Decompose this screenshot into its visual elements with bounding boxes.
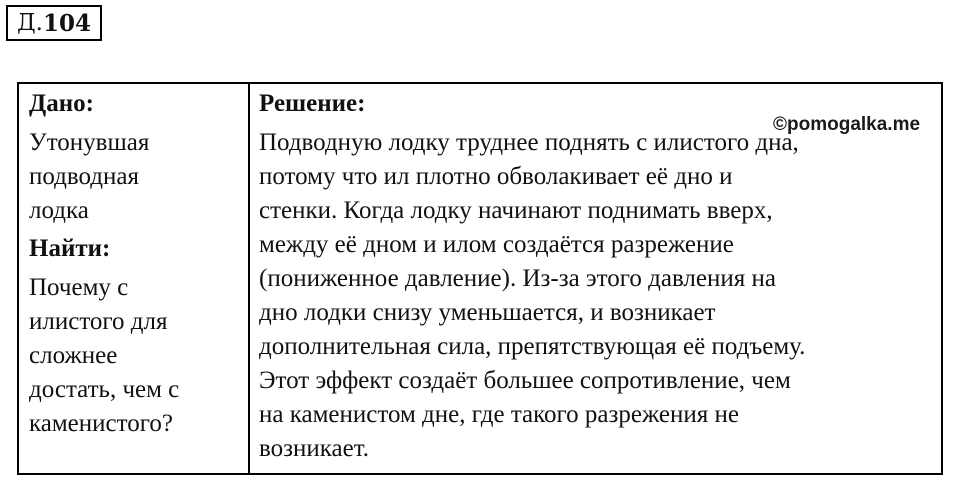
find-line: достать, чем с	[29, 376, 180, 403]
solution-line: между её дном и илом создаётся разрежение	[259, 231, 734, 258]
solution-table	[17, 82, 943, 475]
find-line: илистого для	[29, 308, 168, 335]
given-line: лодка	[29, 197, 89, 224]
task-number: 104	[43, 9, 92, 37]
solution-line: стенки. Когда лодку начинают поднимать вверх,	[259, 197, 773, 224]
given-column	[19, 84, 248, 441]
watermark: ©pomogalka.me	[773, 114, 921, 135]
solution-line: дополнительная сила, препятствующая её подъему.	[259, 333, 806, 360]
solution-heading: Решение:	[259, 90, 366, 117]
find-heading: Найти:	[29, 235, 111, 262]
solution-line: возникает.	[259, 435, 370, 462]
solution-line: Этот эффект создаёт большее сопротивление, чем	[259, 367, 791, 394]
given-line: Утонувшая	[29, 129, 150, 156]
given-heading: Дано:	[29, 90, 94, 117]
solution-line: на каменистом дне, где такого разрежения не	[259, 401, 739, 428]
task-prefix: Д.	[16, 9, 43, 36]
solution-column	[250, 84, 941, 466]
solution-line: дно лодки снизу уменьшается, и возникает	[259, 299, 716, 326]
task-number-box	[6, 5, 102, 41]
find-line: каменистого?	[29, 410, 173, 437]
find-line: сложнее	[29, 342, 118, 369]
find-line: Почему с	[29, 274, 129, 301]
given-line: подводная	[29, 163, 139, 190]
solution-line: Подводную лодку труднее поднять с илистого дна,	[259, 129, 799, 156]
solution-line: потому что ил плотно обволакивает её дно и	[259, 163, 733, 190]
solution-line: (пониженное давление). Из-за этого давления на	[259, 265, 776, 292]
